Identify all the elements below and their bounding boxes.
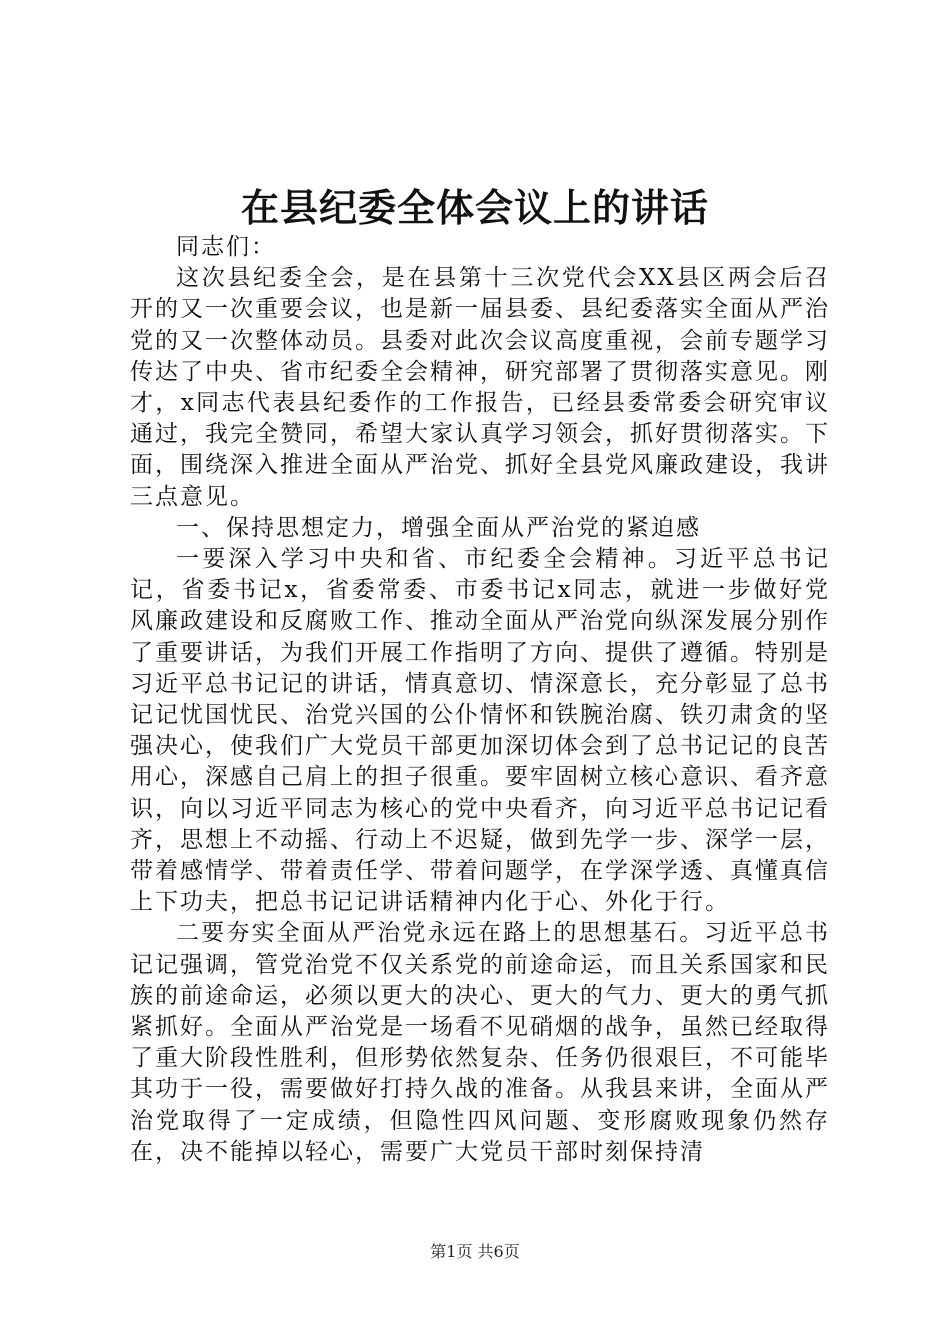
salutation: 同志们： [176,234,276,260]
page-footer: 第1页 共6页 [430,1242,520,1261]
document-title: 在县纪委全体会议上的讲话 [240,185,709,230]
paragraph-intro: 这次县纪委全会，是在县第十三次党代会XX县区两会后召开的又一次重要会议，也是新一届县委、县纪委落实全面从严治党的又一次整体动员。县委对此次会议高度重视，会前专题学习传达了中央、省市纪委全会精神，研究部署了贯彻落实意见。刚才，x同志代表县纪委作的工作报告，已经县委常委会研究审议通过，我完全赞同，希望大家认真学习领会，抓好贯彻落实。下面，围绕深入推进全面从严治党、抓好全县党风廉政建设，我讲三点意见。 [130,265,830,510]
paragraph-point-1: 一要深入学习中央和省、市纪委全会精神。习近平总书记记，省委书记x，省委常委、市委书记x同志，就进一步做好党风廉政建设和反腐败工作、推动全面从严治党向纵深发展分别作了重要讲话，为我们开展工作指明了方向、提供了遵循。特别是习近平总书记记的讲话，情真意切、情深意长，充分彰显了总书记记忧国忧民、治党兴国的公仆情怀和铁腕治腐、铁刃肃贪的坚强决心，使我们广大党员干部更加深切体会到了总书记记的良苦用心，深感自己肩上的担子很重。要牢固树立核心意识、看齐意识，向以习近平同志为核心的党中央看齐，向习近平总书记记看齐，思想上不动摇、行动上不迟疑，做到先学一步、深学一层，带着感情学、带着责任学、带着问题学，在学深学透、真懂真信上下功夫，把总书记记讲话精神内化于心、外化于行。 [130,546,830,916]
document-body [130,232,830,1168]
paragraph-point-2: 二要夯实全面从严治党永远在路上的思想基石。习近平总书记记强调，管党治党不仅关系党的前途命运，而且关系国家和民族的前途命运，必须以更大的决心、更大的气力、更大的勇气抓紧抓好。全面从严治党是一场看不见硝烟的战争，虽然已经取得了重大阶段性胜利，但形势依然复杂、任务仍很艰巨，不可能毕其功于一役，需要做好打持久战的准备。从我县来讲，全面从严治党取得了一定成绩，但隐性四风问题、变形腐败现象仍然存在，决不能掉以轻心，需要广大党员干部时刻保持清 [130,920,830,1165]
section-heading-1: 一、保持思想定力，增强全面从严治党的紧迫感 [176,514,701,541]
